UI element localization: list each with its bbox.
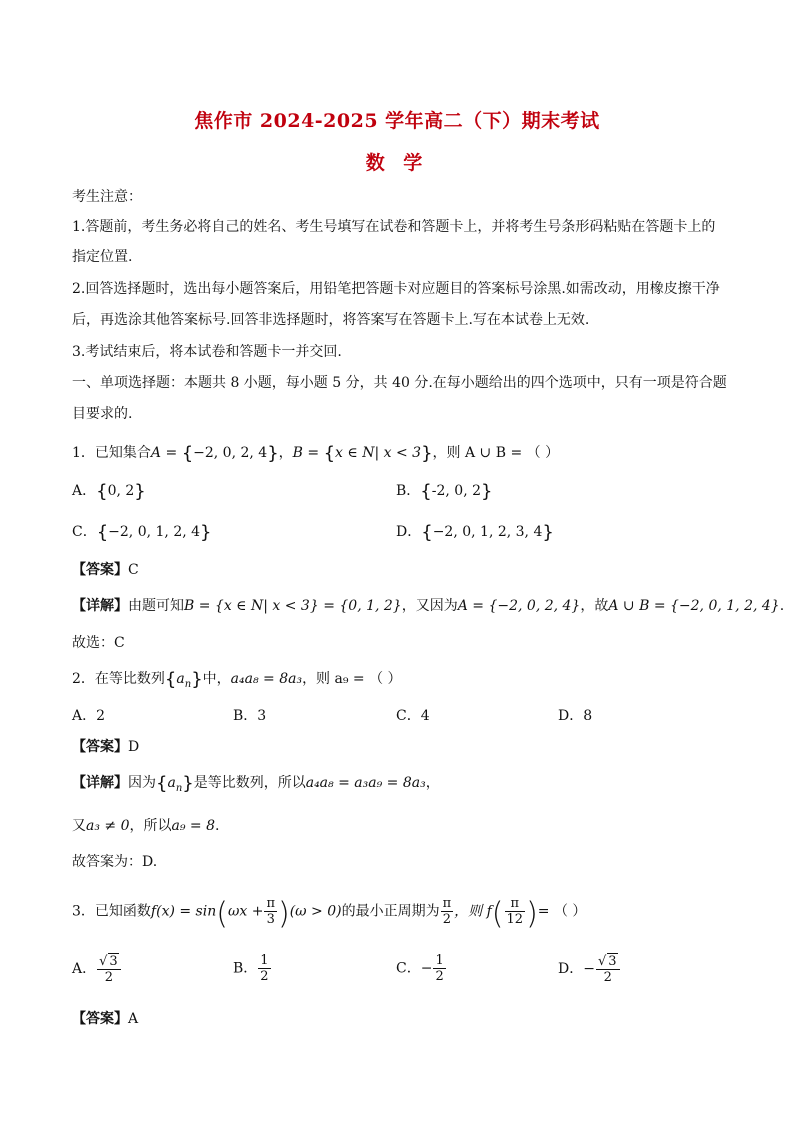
q1-option-a: A．{0, 2} xyxy=(72,481,146,502)
q2-detail-2: 又a₃ ≠ 0，所以a₉ = 8. xyxy=(72,818,220,834)
q2-option-a: A．2 xyxy=(72,708,106,724)
q3-option-a: A． $\frac{√ 3}{2}$ xyxy=(72,953,122,985)
q1-prefix: 1．已知集合 xyxy=(72,445,151,461)
notice-item-1-line-2: 指定位置. xyxy=(72,249,133,265)
q1-set-b: x ∈ N| x < 3 xyxy=(335,445,422,461)
notice-item-2-line-2: 后，再选涂其他答案标号.回答非选择题时，将答案写在答题卡上.写在本试卷上无效. xyxy=(72,312,590,328)
subject-title: 数 学 xyxy=(365,152,429,174)
q2-option-c: C．4 xyxy=(396,708,430,724)
q3-option-b: B． $\frac{1}{2}$ xyxy=(233,953,269,984)
section-heading-line-2: 目要求的. xyxy=(72,406,133,422)
question-1: 1．已知集合A = {−2, 0, 2, 4}，B = {x ∈ N| x < 3}，则 A ∪ B = （ ） xyxy=(72,443,560,464)
q1-choose: 故选：C xyxy=(72,635,125,651)
section-heading-line-1: 一、单项选择题：本题共 8 小题，每小题 5 分，共 40 分.在每小题给出的四个选项中，只有一项是符合题 xyxy=(72,375,727,391)
q1-option-c: C．{−2, 0, 1, 2, 4} xyxy=(72,522,212,543)
q3-option-c: C．− $\frac{1}{2}$ xyxy=(396,953,444,984)
q2-option-b: B．3 xyxy=(233,708,267,724)
question-3: 3．已知函数f(x) = sin(ωx + $\frac{\pi}{3}$ )(ω > 0)的最小正周期为 $\frac{\pi}{2}$ ，则 f( $\frac{\pi}{12}$ )= （ ） xyxy=(72,896,587,932)
q2-answer: 【答案】D xyxy=(72,739,140,755)
q3-option-d: D．− $\frac{√ 3}{2}$ xyxy=(558,953,621,985)
q2-conclusion: 故答案为：D. xyxy=(72,854,158,870)
notice-item-2-line-1: 2.回答选择题时，选出每小题答案后，用铅笔把答题卡对应题目的答案标号涂黑.如需改动，用橡皮擦干净 xyxy=(72,281,720,297)
notice-item-1-line-1: 1.答题前，考生务必将自己的姓名、考生号填写在试卷和答题卡上，并将考生号条形码粘贴在答题卡上的 xyxy=(72,219,716,235)
notice-item-3: 3.考试结束后，将本试卷和答题卡一并交回. xyxy=(72,344,342,360)
q2-option-d: D．8 xyxy=(558,708,593,724)
q1-detail: 【详解】由题可知B = {x ∈ N| x < 3} = {0, 1, 2}，又因为A = {−2, 0, 2, 4}，故A ∪ B = {−2, 0, 1, 2, 4}. xyxy=(72,598,785,614)
q1-set-a: −2, 0, 2, 4 xyxy=(193,445,268,461)
q1-option-b: B．{-2, 0, 2} xyxy=(396,481,493,502)
q2-detail: 【详解】因为$\{a_n\}$是等比数列，所以a₄a₈ = a₃a₉ = 8a₃， xyxy=(72,773,440,794)
q1-answer: 【答案】C xyxy=(72,562,139,578)
notice-heading: 考生注意： xyxy=(72,189,142,205)
page-title: 焦作市 2024-2025 学年高二（下）期末考试 xyxy=(194,110,600,132)
q1-tail: ，则 A ∪ B = （ ） xyxy=(432,445,560,461)
question-2: 2．在等比数列$\{a_n\}$中，a₄a₈ = 8a₃，则 a₉ = （ ） xyxy=(72,669,402,690)
q1-option-d: D．{−2, 0, 1, 2, 3, 4} xyxy=(396,522,554,543)
q3-answer: 【答案】A xyxy=(72,1011,139,1027)
